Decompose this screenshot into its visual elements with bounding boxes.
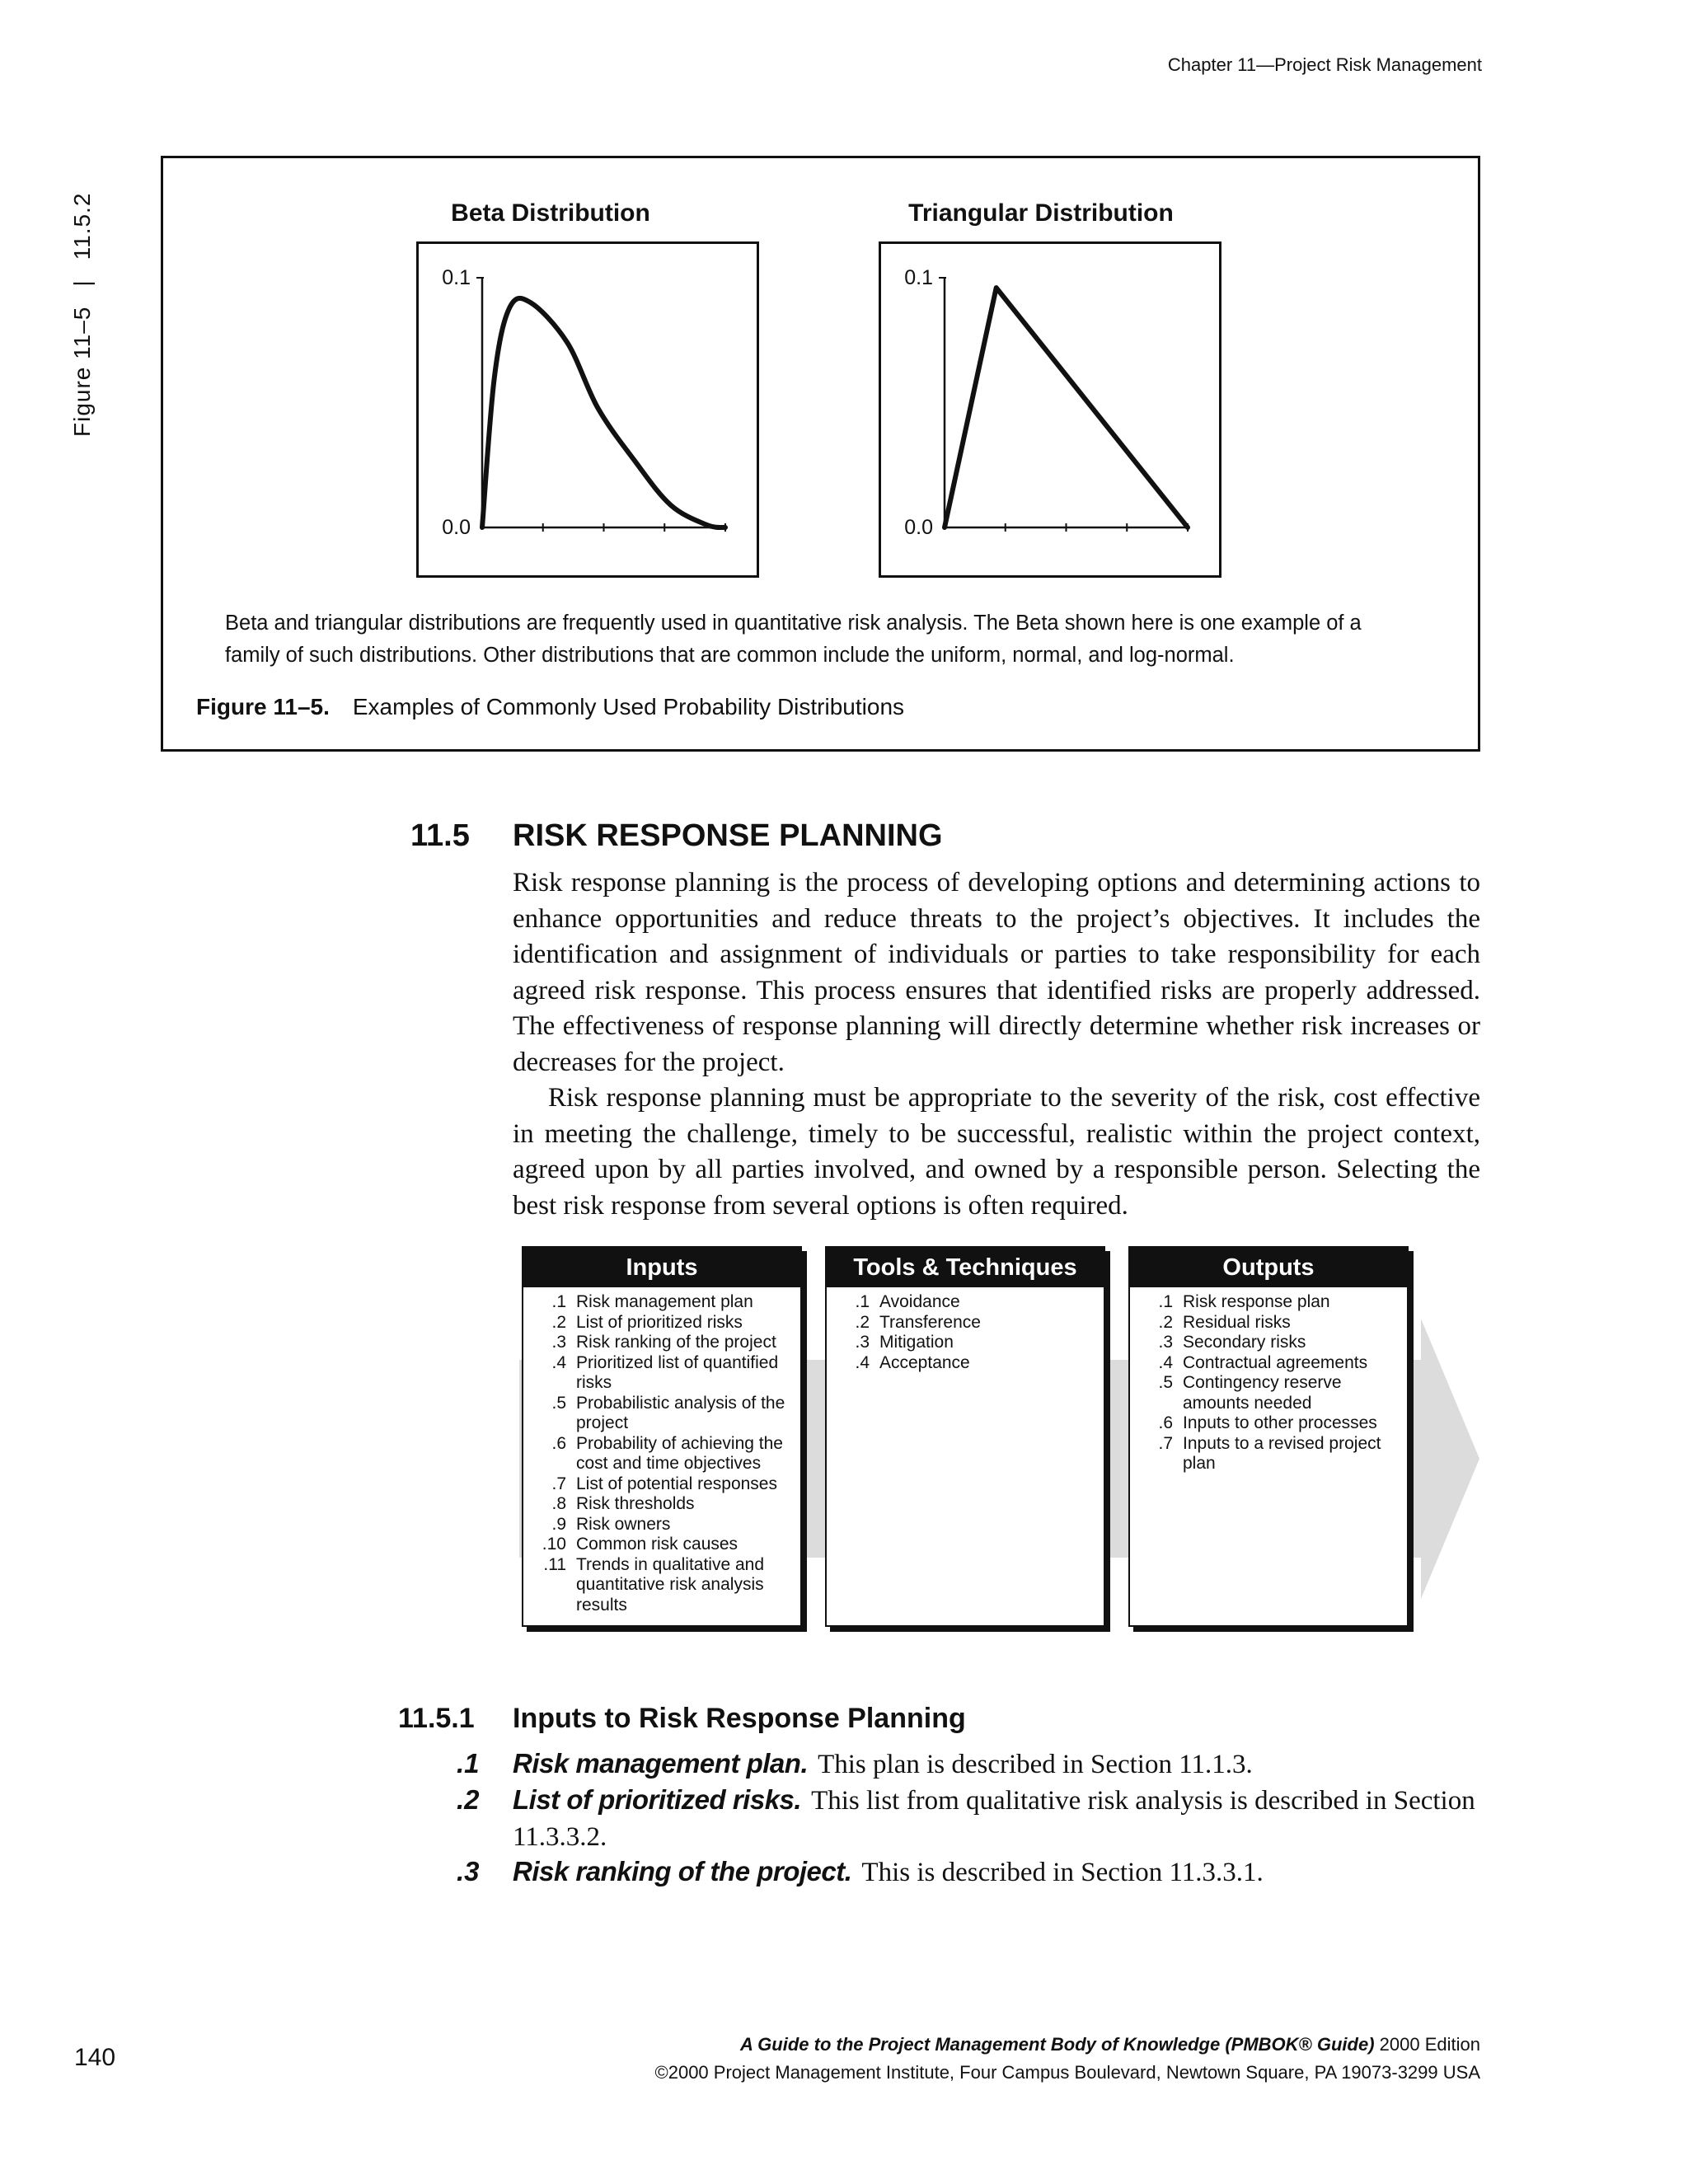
list-item <box>1137 1333 1399 1353</box>
input-item <box>457 1746 1480 1783</box>
list-item <box>530 1292 792 1313</box>
subsection-heading <box>398 1703 966 1735</box>
figure-caption-text: Examples of Commonly Used Probability Distributions <box>352 694 905 719</box>
outputs-header: Outputs <box>1130 1248 1407 1287</box>
list-item-text: Common risk causes <box>576 1535 738 1554</box>
list-item <box>833 1292 1095 1313</box>
list-item-number: .7 <box>1158 1433 1173 1453</box>
list-item-number: .11 <box>543 1554 566 1574</box>
list-item-text: Prioritized list of quantified risks <box>576 1352 779 1392</box>
list-item-text: Inputs to a revised project plan <box>1183 1433 1381 1473</box>
side-tab-separator: | <box>69 279 95 287</box>
section-title: RISK RESPONSE PLANNING <box>513 818 943 853</box>
list-item <box>1137 1353 1399 1374</box>
triangular-title: Triangular Distribution <box>908 199 1174 227</box>
list-item-number: .7 <box>551 1474 566 1493</box>
list-item <box>1137 1373 1399 1413</box>
list-item <box>530 1494 792 1515</box>
list-item-text: Contingency reserve amounts needed <box>1183 1373 1342 1413</box>
list-item <box>1137 1434 1399 1474</box>
list-item-number: .3 <box>1158 1333 1173 1352</box>
y-tick-label: 0.1 <box>442 266 471 289</box>
footer-edition: 2000 Edition <box>1379 2034 1480 2055</box>
section-paragraph-2: Risk response planning must be appropriate to the severity of the risk, cost effective in meeting the challenge, timely to be successful, realistic within the project context, agreed upon by all parties involved, and owned by a responsible person. Selecting the best risk response from several options is often required. <box>513 1083 1480 1221</box>
list-item-text: Trends in qualitative and quantitative risk analysis results <box>576 1554 765 1615</box>
y-tick-label: 0.0 <box>442 516 471 539</box>
inputs-header: Inputs <box>523 1248 800 1287</box>
inputs-list <box>523 1287 800 1615</box>
footer <box>655 2031 1480 2087</box>
list-item-number: .5 <box>551 1393 566 1413</box>
list-item-number: .3 <box>855 1333 870 1352</box>
list-item-text: Probability of achieving the cost and time objectives <box>576 1433 783 1473</box>
list-item-number: .5 <box>1158 1373 1173 1392</box>
outputs-box <box>1128 1246 1409 1627</box>
list-item-text: Secondary risks <box>1183 1333 1306 1352</box>
footer-copyright: ©2000 Project Management Institute, Four Campus Boulevard, Newtown Square, PA 19073-3299 USA <box>654 2062 1480 2083</box>
list-item-text: Risk owners <box>576 1514 671 1534</box>
list-item-number: .2 <box>551 1312 566 1332</box>
list-item-number: .2 <box>1158 1312 1173 1332</box>
section-heading <box>410 818 943 854</box>
input-item-text: This plan is described in Section 11.1.3. <box>818 1750 1253 1779</box>
list-item-number: .9 <box>551 1514 566 1534</box>
footer-title: A Guide to the Project Management Body of Knowledge (PMBOK® Guide) <box>740 2034 1375 2055</box>
tools-header: Tools & Techniques <box>827 1248 1104 1287</box>
input-item <box>457 1854 1480 1891</box>
input-item-number: .1 <box>457 1748 480 1779</box>
list-item <box>530 1353 792 1394</box>
outputs-list <box>1130 1287 1407 1474</box>
list-item-text: Risk thresholds <box>576 1494 695 1513</box>
beta-plot <box>416 241 759 578</box>
tools-list <box>827 1287 1104 1373</box>
distribution-curve <box>482 298 725 527</box>
side-tab <box>69 193 96 437</box>
subsection-title: Inputs to Risk Response Planning <box>513 1703 966 1734</box>
side-tab-figure: Figure 11–5 <box>69 306 95 437</box>
inputs-box <box>522 1246 802 1627</box>
list-item <box>530 1394 792 1434</box>
list-item-number: .6 <box>551 1433 566 1453</box>
list-item <box>833 1313 1095 1333</box>
list-item-text: Acceptance <box>879 1352 970 1372</box>
figure-caption <box>196 694 904 720</box>
section-number: 11.5 <box>410 818 470 853</box>
list-item-text: Contractual agreements <box>1183 1352 1368 1372</box>
list-item <box>1137 1413 1399 1434</box>
beta-title: Beta Distribution <box>451 199 650 227</box>
distribution-curve <box>945 288 1188 527</box>
list-item-text: Residual risks <box>1183 1312 1291 1332</box>
list-item-text: Mitigation <box>879 1333 954 1352</box>
list-item <box>530 1313 792 1333</box>
input-item-number: .3 <box>457 1856 480 1886</box>
list-item-text: Risk ranking of the project <box>576 1333 776 1352</box>
list-item-number: .4 <box>1158 1352 1173 1372</box>
input-item-number: .2 <box>457 1784 480 1815</box>
page-number: 140 <box>74 2044 116 2071</box>
list-item-number: .10 <box>542 1535 566 1554</box>
input-item-name: Risk ranking of the project. <box>513 1856 852 1886</box>
list-item <box>530 1434 792 1474</box>
list-item-text: List of prioritized risks <box>576 1312 743 1332</box>
figure-caption-label: Figure 11–5. <box>196 694 330 719</box>
list-item <box>530 1515 792 1535</box>
list-item <box>833 1353 1095 1374</box>
input-item-text: This list from qualitative risk analysis is described in Section 11.3.3.2. <box>513 1786 1475 1852</box>
list-item-number: .3 <box>551 1333 566 1352</box>
list-item-text: Inputs to other processes <box>1183 1413 1377 1432</box>
list-item <box>833 1333 1095 1353</box>
list-item <box>1137 1313 1399 1333</box>
figure-note: Beta and triangular distributions are frequently used in quantitative risk analysis. The Beta shown here is one example of a family of such distributions. Other distributions that are common include the uniform, normal, and log-normal. <box>225 612 1362 667</box>
tools-box <box>825 1246 1105 1627</box>
list-item-text: Risk response plan <box>1183 1292 1330 1311</box>
input-item-name: List of prioritized risks. <box>513 1784 802 1815</box>
list-item-number: .6 <box>1158 1413 1173 1432</box>
list-item-text: Avoidance <box>879 1292 960 1311</box>
list-item-number: .4 <box>551 1352 566 1372</box>
list-item-text: Probabilistic analysis of the project <box>576 1393 785 1432</box>
triangular-plot <box>879 241 1221 578</box>
triangular-chart <box>881 244 1219 575</box>
list-item-number: .2 <box>855 1312 870 1332</box>
list-item <box>530 1474 792 1495</box>
subsection-number: 11.5.1 <box>398 1703 475 1734</box>
list-item-number: .1 <box>1158 1292 1173 1311</box>
input-item <box>457 1782 1480 1855</box>
list-item-text: Risk management plan <box>576 1292 753 1311</box>
list-item <box>530 1555 792 1616</box>
figure-box <box>161 156 1480 752</box>
y-tick-label: 0.1 <box>904 266 933 289</box>
list-item-text: List of potential responses <box>576 1474 777 1493</box>
list-item <box>530 1535 792 1555</box>
input-item-text: This is described in Section 11.3.3.1. <box>861 1858 1264 1887</box>
list-item <box>530 1333 792 1353</box>
list-item-text: Transference <box>879 1312 981 1332</box>
list-item-number: .4 <box>855 1352 870 1372</box>
side-tab-section: 11.5.2 <box>69 192 95 260</box>
beta-chart <box>419 244 757 575</box>
section-paragraph-1: Risk response planning is the process of developing options and determining actions to enhance opportunities and reduce threats to the project’s objectives. It includes the identification and assignment of individuals or parties to take responsibility for each agreed risk response. This process ensures that identified risks are properly addressed. The effectiveness of response planning will directly determine whether risk increases or decreases for the project. <box>513 868 1480 1077</box>
y-tick-label: 0.0 <box>904 516 933 539</box>
list-item-number: .1 <box>551 1292 566 1311</box>
list-item-number: .1 <box>855 1292 870 1311</box>
list-item-number: .8 <box>551 1494 566 1513</box>
running-head: Chapter 11—Project Risk Management <box>1167 54 1482 75</box>
input-item-name: Risk management plan. <box>513 1748 809 1779</box>
list-item <box>1137 1292 1399 1313</box>
